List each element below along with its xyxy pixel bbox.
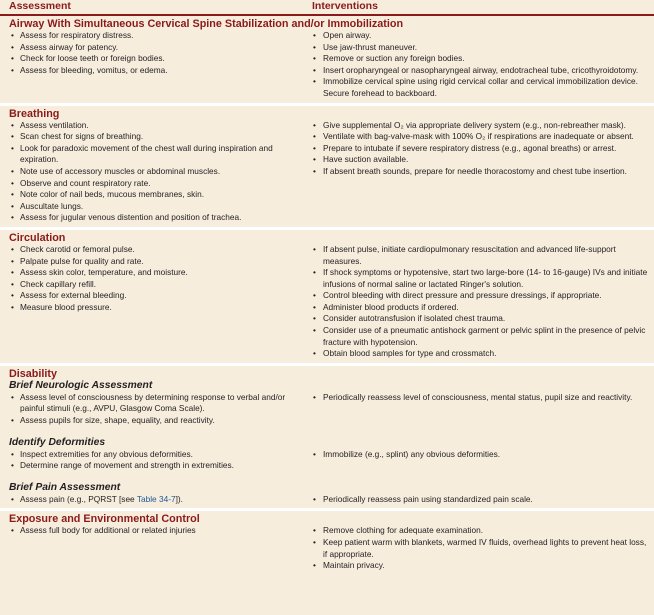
- list-item: • If absent breath sounds, prepare for needle thoracostomy and chest tube insertion.: [300, 166, 650, 178]
- list-item: • Use jaw-thrust maneuver.: [300, 42, 650, 54]
- list-item: • Keep patient warm with blankets, warmed IV fluids, overhead lights to prevent heat loss, if appropriate.: [300, 537, 650, 560]
- list-item: • Assess for jugular venous distention and position of trachea.: [0, 212, 300, 224]
- list-item: • Palpate pulse for quality and rate.: [0, 256, 300, 268]
- pain-assessment-text: Assess pain (e.g., PQRST [see: [20, 493, 137, 504]
- list-item: • Determine range of movement and strength in extremities.: [0, 460, 300, 472]
- airway-interventions-list: [300, 30, 650, 100]
- list-item: • Periodically reassess pain using standardized pain scale.: [300, 494, 650, 506]
- list-item: [0, 494, 300, 506]
- section-title-disability: Disability: [9, 367, 58, 380]
- breathing-interventions-list: [300, 120, 650, 178]
- list-item: • Assess pupils for size, shape, equality, and reactivity.: [0, 415, 300, 427]
- list-item: • Ventilate with bag-valve-mask with 100% O₂ if respirations are inadequate or absent.: [300, 131, 650, 143]
- list-item: • Assess for bleeding, vomitus, or edema.: [0, 65, 300, 77]
- exposure-interventions-list: [300, 525, 650, 571]
- pain-interventions-list: [300, 494, 650, 506]
- list-item: • Check for loose teeth or foreign bodies.: [0, 53, 300, 65]
- list-item: • Insert oropharyngeal or nasopharyngeal airway, endotracheal tube, cricothyroidotomy.: [300, 65, 650, 77]
- section-disability: [0, 366, 654, 509]
- list-item: • Remove or suction any foreign bodies.: [300, 53, 650, 65]
- list-item: • If absent pulse, initiate cardiopulmonary resuscitation and advanced life-support measures.: [300, 244, 650, 267]
- list-item: • Maintain privacy.: [300, 560, 650, 572]
- list-item: • Obtain blood samples for type and crossmatch.: [300, 348, 650, 360]
- section-title-circulation: Circulation: [9, 231, 66, 244]
- list-item: • Control bleeding with direct pressure and pressure dressings, if appropriate.: [300, 290, 650, 302]
- col-header-assessment: Assessment: [9, 0, 71, 12]
- airway-assessment-list: [0, 30, 300, 76]
- list-item: • Check carotid or femoral pulse.: [0, 244, 300, 256]
- list-item: • Immobilize (e.g., splint) any obvious deformities.: [300, 449, 650, 461]
- list-item: • Consider autotransfusion if isolated chest trauma.: [300, 313, 650, 325]
- breathing-assessment-list: [0, 120, 300, 224]
- list-item: • Assess level of consciousness by determining response to verbal and/or painful stimuli (e.g., AVPU, Glasgow Coma Scale).: [0, 392, 300, 415]
- list-item: • Check capillary refill.: [0, 279, 300, 291]
- list-item: • Open airway.: [300, 30, 650, 42]
- list-item: • Remove clothing for adequate examination.: [300, 525, 650, 537]
- list-item: • Assess for external bleeding.: [0, 290, 300, 302]
- list-item: • Have suction available.: [300, 154, 650, 166]
- list-item: • Consider use of a pneumatic antishock garment or pelvic splint in the presence of pelvic fracture with hypotension.: [300, 325, 650, 348]
- section-airway: [0, 16, 654, 103]
- list-item: • Assess full body for additional or related injuries: [0, 525, 300, 537]
- list-item: • Measure blood pressure.: [0, 302, 300, 314]
- section-title-exposure: Exposure and Environmental Control: [9, 513, 200, 526]
- list-item: • Inspect extremities for any obvious deformities.: [0, 449, 300, 461]
- list-item: • If shock symptoms or hypotensive, start two large-bore (14- to 16-gauge) IVs and initiate infusions of normal saline or lactated Ringer's solution.: [300, 267, 650, 290]
- table-reference-link[interactable]: Table 34-7: [136, 493, 176, 504]
- list-item: • Assess skin color, temperature, and moisture.: [0, 267, 300, 279]
- neuro-assessment-list: [0, 392, 300, 427]
- deformities-interventions-list: [300, 449, 650, 461]
- neuro-interventions-list: [300, 392, 650, 404]
- list-item: • Note color of nail beds, mucous membranes, skin.: [0, 189, 300, 201]
- list-item: • Give supplemental O₂ via appropriate delivery system (e.g., non-rebreather mask).: [300, 120, 650, 132]
- circulation-interventions-list: [300, 244, 650, 360]
- list-item: • Immobilize cervical spine using rigid cervical collar and cervical immobilization device. Secure forehead to backboard.: [300, 76, 650, 99]
- list-item: • Observe and count respiratory rate.: [0, 178, 300, 190]
- table-header: [0, 0, 654, 16]
- list-item: • Note use of accessory muscles or abdominal muscles.: [0, 166, 300, 178]
- circulation-assessment-list: [0, 244, 300, 314]
- deformities-assessment-list: [0, 449, 300, 472]
- section-title-breathing: Breathing: [9, 107, 60, 120]
- list-item: • Assess airway for patency.: [0, 42, 300, 54]
- subsection-title-deformities: Identify Deformities: [9, 436, 106, 448]
- exposure-assessment-list: [0, 525, 300, 537]
- list-item: • Administer blood products if ordered.: [300, 302, 650, 314]
- list-item: • Scan chest for signs of breathing.: [0, 131, 300, 143]
- pain-assessment-suffix: ]).: [175, 493, 183, 504]
- list-item: • Assess for respiratory distress.: [0, 30, 300, 42]
- list-item: • Prepare to intubate if severe respiratory distress (e.g., agonal breaths) or arrest.: [300, 143, 650, 155]
- section-title-airway: Airway With Simultaneous Cervical Spine Stabilization and/or Immobilization: [9, 18, 404, 30]
- section-breathing: [0, 106, 654, 227]
- list-item: • Assess ventilation.: [0, 120, 300, 132]
- section-exposure: [0, 511, 654, 574]
- subsection-title-pain: Brief Pain Assessment: [9, 481, 121, 493]
- pain-assessment-list: [0, 494, 300, 506]
- list-item: • Look for paradoxic movement of the chest wall during inspiration and expiration.: [0, 143, 300, 166]
- list-item: • Auscultate lungs.: [0, 201, 300, 213]
- subsection-title-neuro: Brief Neurologic Assessment: [9, 379, 153, 391]
- col-header-interventions: Interventions: [312, 0, 378, 12]
- list-item: • Periodically reassess level of consciousness, mental status, pupil size and reactivity.: [300, 392, 650, 404]
- section-circulation: [0, 230, 654, 363]
